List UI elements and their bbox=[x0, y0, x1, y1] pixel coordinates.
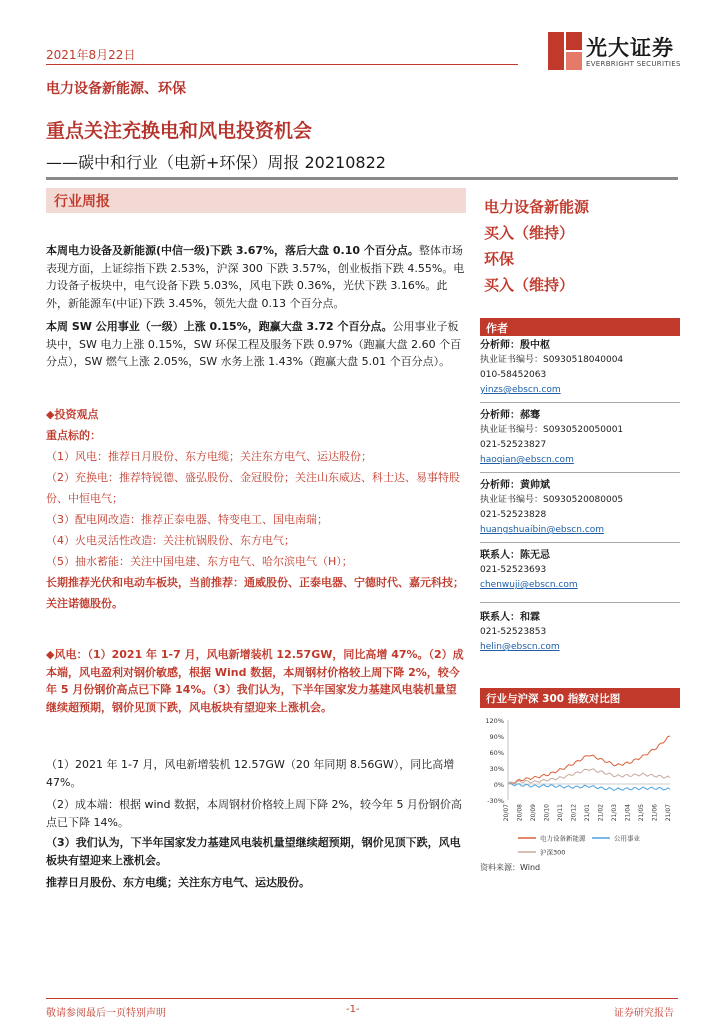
views-heading: ◆投资观点 bbox=[46, 408, 99, 421]
sector-2-rating: 买入（维持） bbox=[484, 276, 575, 294]
x-tick-label: 21/04 bbox=[624, 804, 632, 822]
x-tick-label: 20/09 bbox=[530, 804, 537, 822]
authors-bar-label: 作者 bbox=[486, 322, 508, 335]
author-role: 联系人：和霖 bbox=[480, 612, 540, 623]
x-tick-label: 21/01 bbox=[584, 804, 591, 822]
author-phone: 021-52523828 bbox=[480, 510, 547, 520]
views-item: （3）配电网改造：推荐正泰电器、特变电工、国电南瑞； bbox=[46, 513, 328, 526]
author-separator bbox=[480, 602, 680, 603]
x-tick-label: 20/12 bbox=[570, 804, 578, 822]
sector-1-name: 电力设备新能源 bbox=[484, 198, 590, 216]
author-email[interactable]: helin@ebscn.com bbox=[480, 642, 560, 652]
y-tick-label: 120% bbox=[485, 717, 504, 725]
author-phone: 010-58452063 bbox=[480, 370, 547, 380]
author-role: 分析师：郝骞 bbox=[480, 410, 540, 421]
author-separator bbox=[480, 542, 680, 543]
wind-recommend: 推荐日月股份、东方电缆；关注东方电气、运达股份。 bbox=[46, 876, 310, 889]
author-role: 联系人：陈无忌 bbox=[480, 550, 550, 561]
wind-detail-1: （1）2021 年 1-7 月，风电新增装机 12.57GW（20 年同期 8.56GW），同比高增 47%。 bbox=[46, 758, 455, 789]
author-card bbox=[480, 478, 680, 538]
author-card bbox=[480, 548, 680, 593]
chart-title-bar bbox=[480, 688, 680, 708]
x-tick-label: 21/06 bbox=[651, 804, 659, 822]
views-item: （5）抽水蓄能：关注中国电建、东方电气、哈尔滨电气（H）； bbox=[46, 555, 353, 568]
legend-label: 公用事业 bbox=[614, 834, 640, 843]
author-email[interactable]: yinzs@ebscn.com bbox=[480, 385, 561, 395]
report-type-tag bbox=[46, 188, 466, 213]
summary-1-bold: 本周电力设备及新能源(中信一级)下跌 3.67%，落后大盘 0.10 个百分点。 bbox=[46, 244, 419, 257]
legend-label: 电力设备新能源 bbox=[540, 834, 586, 843]
author-separator bbox=[480, 472, 680, 473]
series-line-沪深300 bbox=[508, 769, 670, 784]
x-tick-label: 21/07 bbox=[665, 804, 672, 822]
wind-detail-2: （2）成本端：根据 wind 数据，本周钢材价格较上周下降 2%，较今年 5 月份钢价高点已下降 14%。 bbox=[46, 798, 462, 829]
author-role: 分析师：黄帅斌 bbox=[480, 480, 550, 491]
logo-subtitle: EVERBRIGHT SECURITIES bbox=[586, 60, 681, 68]
investment-views bbox=[46, 404, 466, 614]
views-long-term: 长期推荐光伏和电动车板块，当前推荐：通威股份、正泰电器、宁德时代、嘉元科技；关注诺德股份。 bbox=[46, 576, 464, 610]
author-phone: 021-52523693 bbox=[480, 565, 547, 575]
x-tick-label: 20/10 bbox=[543, 804, 551, 822]
summary-2-text: 公用事业子板块中，SW 电力上涨 0.15%，SW 环保工程及服务下跌 0.97%（跑赢大盘 2.60 个百分点），SW 燃气上涨 2.05%，SW 水务上涨 1.43%（跑赢大盘 5.01 个百分点）。 bbox=[46, 320, 462, 368]
author-cert: 执业证书编号：S0930518040004 bbox=[480, 355, 624, 365]
x-tick-label: 20/11 bbox=[557, 804, 564, 822]
summary-1-text: 整体市场表现方面，上证综指下跌 2.53%，沪深 300 下跌 3.57%，创业板指下跌 4.55%。电力设备子板块中，电气设备下跌 5.03%，风电下跌 0.36%，光伏下跌 3.16%。此外，新能源车(中证)下跌 3.45%，领先大盘 0.13 个百分点。 bbox=[46, 244, 465, 310]
author-email[interactable]: huangshuaibin@ebscn.com bbox=[480, 525, 605, 535]
views-item: （1）风电：推荐日月股份、东方电缆；关注东方电气、运达股份； bbox=[46, 450, 372, 463]
x-tick-label: 21/03 bbox=[611, 804, 618, 822]
summary-paragraph-2 bbox=[46, 318, 466, 371]
footer-rule bbox=[46, 998, 678, 999]
header-rule bbox=[46, 64, 518, 65]
author-phone: 021-52523853 bbox=[480, 627, 547, 637]
author-cert: 执业证书编号：S0930520080005 bbox=[480, 495, 624, 505]
sector-2-name: 环保 bbox=[484, 250, 515, 268]
x-tick-label: 21/02 bbox=[597, 804, 605, 822]
report-date: 2021年8月22日 bbox=[46, 48, 136, 62]
everbright-logo-icon bbox=[548, 32, 582, 70]
footer-disclaimer[interactable]: 敬请参阅最后一页特别声明 bbox=[46, 1008, 166, 1019]
x-tick-label: 20/07 bbox=[503, 804, 510, 822]
summary-2-bold: 本周 SW 公用事业（一级）上涨 0.15%，跑赢大盘 3.72 个百分点。 bbox=[46, 320, 393, 333]
chart-source: 资料来源：Wind bbox=[480, 863, 541, 872]
index-comparison-chart bbox=[480, 712, 680, 876]
y-tick-label: 90% bbox=[489, 733, 504, 741]
legend-label: 沪深300 bbox=[540, 848, 566, 857]
footer-report-type: 证券研究报告 bbox=[614, 1008, 674, 1019]
views-item: （4）火电灵活性改造：关注杭锅股份、东方电气； bbox=[46, 534, 295, 547]
author-cert: 执业证书编号：S0930520050001 bbox=[480, 425, 624, 435]
series-line-电力设备新能源 bbox=[508, 736, 670, 784]
author-email[interactable]: haoqian@ebscn.com bbox=[480, 455, 574, 465]
title-divider bbox=[46, 177, 678, 180]
report-type-label: 行业周报 bbox=[54, 194, 110, 210]
views-sub: 重点标的： bbox=[46, 429, 101, 442]
y-tick-label: 30% bbox=[489, 765, 504, 773]
logo-name: 光大证券 bbox=[586, 36, 674, 60]
author-role: 分析师：殷中枢 bbox=[480, 340, 550, 351]
sector-1-rating: 买入（维持） bbox=[484, 224, 575, 242]
authors-bar bbox=[480, 318, 680, 336]
author-phone: 021-52523827 bbox=[480, 440, 547, 450]
page-number: -1- bbox=[346, 1004, 360, 1015]
author-email[interactable]: chenwuji@ebscn.com bbox=[480, 580, 578, 590]
author-card bbox=[480, 610, 680, 655]
industry-category: 电力设备新能源、环保 bbox=[46, 81, 186, 97]
views-item: （2）充换电：推荐特锐德、盛弘股份、金冠股份；关注山东威达、科士达、易事特股份、中恒电气； bbox=[46, 471, 460, 505]
x-tick-label: 21/05 bbox=[638, 804, 645, 822]
author-card bbox=[480, 338, 680, 398]
wind-highlight: ◆风电：（1）2021 年 1-7 月，风电新增装机 12.57GW，同比高增 47%。（2）成本端，风电盈利对钢价敏感，根据 Wind 数据，本周钢材价格较上周下降 2%，较今年 5 月份钢价高点已下降 14%。（3）我们认为，下半年国家发力基建风电装机量望继续超预期，钢价见顶下跌，风电板块有望迎来上涨机会。 bbox=[46, 648, 464, 714]
author-card bbox=[480, 408, 680, 468]
author-separator bbox=[480, 402, 680, 403]
y-tick-label: -30% bbox=[487, 797, 504, 805]
x-tick-label: 20/08 bbox=[516, 804, 524, 822]
summary-paragraph-1 bbox=[46, 242, 466, 312]
report-title: 重点关注充换电和风电投资机会 bbox=[46, 120, 313, 142]
wind-detail-3: （3）我们认为，下半年国家发力基建风电装机量望继续超预期，钢价见顶下跌，风电板块有望迎来上涨机会。 bbox=[46, 836, 461, 867]
report-subtitle: ——碳中和行业（电新+环保）周报 20210822 bbox=[46, 153, 386, 172]
chart-title: 行业与沪深 300 指数对比图 bbox=[486, 693, 621, 705]
y-tick-label: 0% bbox=[493, 781, 504, 789]
y-tick-label: 60% bbox=[489, 749, 504, 757]
